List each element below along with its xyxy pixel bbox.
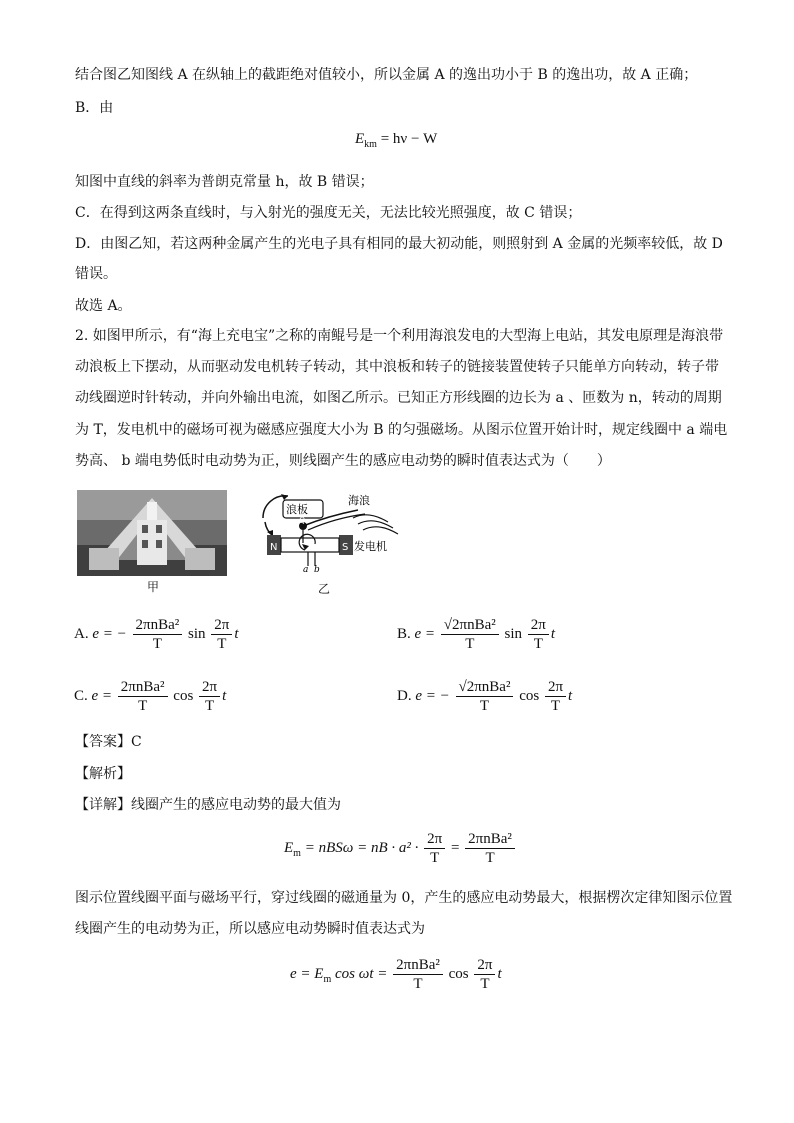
question-text: 动线圈逆时针转动，并向外输出电流，如图乙所示。已知正方形线圈的边长为 a 、匝数为 n，转动的周期 xyxy=(75,390,722,406)
equation-instantaneous: $e = E_m$ cos ωt = $\frac{\text{2πnBa²}}{T}$ cos $\frac{2\pi}{T}$ t xyxy=(290,957,502,992)
detail-text: 图示位置线圈平面与磁场平行，穿过线圈的磁通量为 0，产生的感应电动势最大，根据楞次定律知图示位置 xyxy=(75,890,733,906)
answer-label: 【答案】C xyxy=(75,734,142,750)
option-D[interactable]: D. e = − $\frac{\text{√2πnBa²}}{T}$ cos $\frac{2\pi}{T}$ t xyxy=(397,679,573,714)
text-line: 故选 A。 xyxy=(75,298,132,314)
text-line: D．由图乙知，若这两种金属产生的光电子具有相同的最大初动能，则照射到 A 金属的光频率较低，故 D xyxy=(75,236,723,252)
label-sea-wave: 海浪 xyxy=(348,494,370,507)
label-b: b xyxy=(314,565,320,575)
label-S: S xyxy=(342,542,349,553)
option-A[interactable]: A. e = − $\frac{\text{2πnBa²}}{T}$ sin $\frac{2\pi}{T}$ t xyxy=(74,617,239,652)
label-Q: Q xyxy=(299,516,306,525)
question-text: 动浪板上下摆动，从而驱动发电机转子转动，其中浪板和转子的链接装置使转子只能单方向转动，转子带 xyxy=(75,359,719,375)
figure-caption-left: 甲 xyxy=(147,580,160,594)
detail-text: 【详解】线圈产生的感应电动势的最大值为 xyxy=(75,797,341,813)
label-a: a xyxy=(303,565,309,575)
label-wave-board: 浪板 xyxy=(286,503,308,516)
figure-photo-platform xyxy=(77,490,227,576)
question-text: 势高、 b 端电势低时电动势为正，则线圈产生的感应电动势的瞬时值表达式为（ ） xyxy=(75,453,611,469)
equation-emax: $E_m = nBS\omega$ = nB · a² · $\frac{2\pi}{T}$ = $\frac{\text{2πnBa²}}{T}$ xyxy=(284,830,517,867)
text-line: 知图中直线的斜率为普朗克常量 h，故 B 错误； xyxy=(75,174,374,190)
figure-caption-right: 乙 xyxy=(318,582,331,596)
label-N: N xyxy=(270,542,278,553)
label-generator: 发电机 xyxy=(354,540,387,553)
option-B[interactable]: B. e = $\frac{\text{√2πnBa²}}{T}$ sin $\frac{2\pi}{T}$ t xyxy=(397,617,556,652)
detail-text: 线圈产生的电动势为正，所以感应电动势瞬时值表达式为 xyxy=(75,921,425,937)
ocean-platform-photo xyxy=(77,490,227,576)
option-C[interactable]: C. e = $\frac{\text{2πnBa²}}{T}$ cos $\frac{2\pi}{T}$ t xyxy=(74,679,227,714)
text-line: C．在得到这两条直线时，与入射光的强度无关，无法比较光照强度，故 C 错误； xyxy=(75,205,582,221)
generator-diagram xyxy=(253,488,403,578)
text-line: 结合图乙知图线 A 在纵轴上的截距绝对值较小，所以金属 A 的逸出功小于 B 的逸出功，故 A 正确； xyxy=(75,67,698,83)
figure-generator-schematic xyxy=(253,488,403,578)
equation-photoelectric: $E_{km} = h\nu - W$ xyxy=(355,131,438,150)
text-line: 错误。 xyxy=(75,266,117,282)
question-text: 为 T，发电机中的磁场可视为磁感应强度大小为 B 的匀强磁场。从图示位置开始计时，规定线圈中 a 端电 xyxy=(75,422,728,438)
text-line: B．由 xyxy=(75,100,114,116)
analysis-label: 【解析】 xyxy=(75,766,131,782)
question-text: 2. 如图甲所示，有“海上充电宝”之称的南鲲号是一个利用海浪发电的大型海上电站，其发电原理是海浪带 xyxy=(75,328,724,344)
